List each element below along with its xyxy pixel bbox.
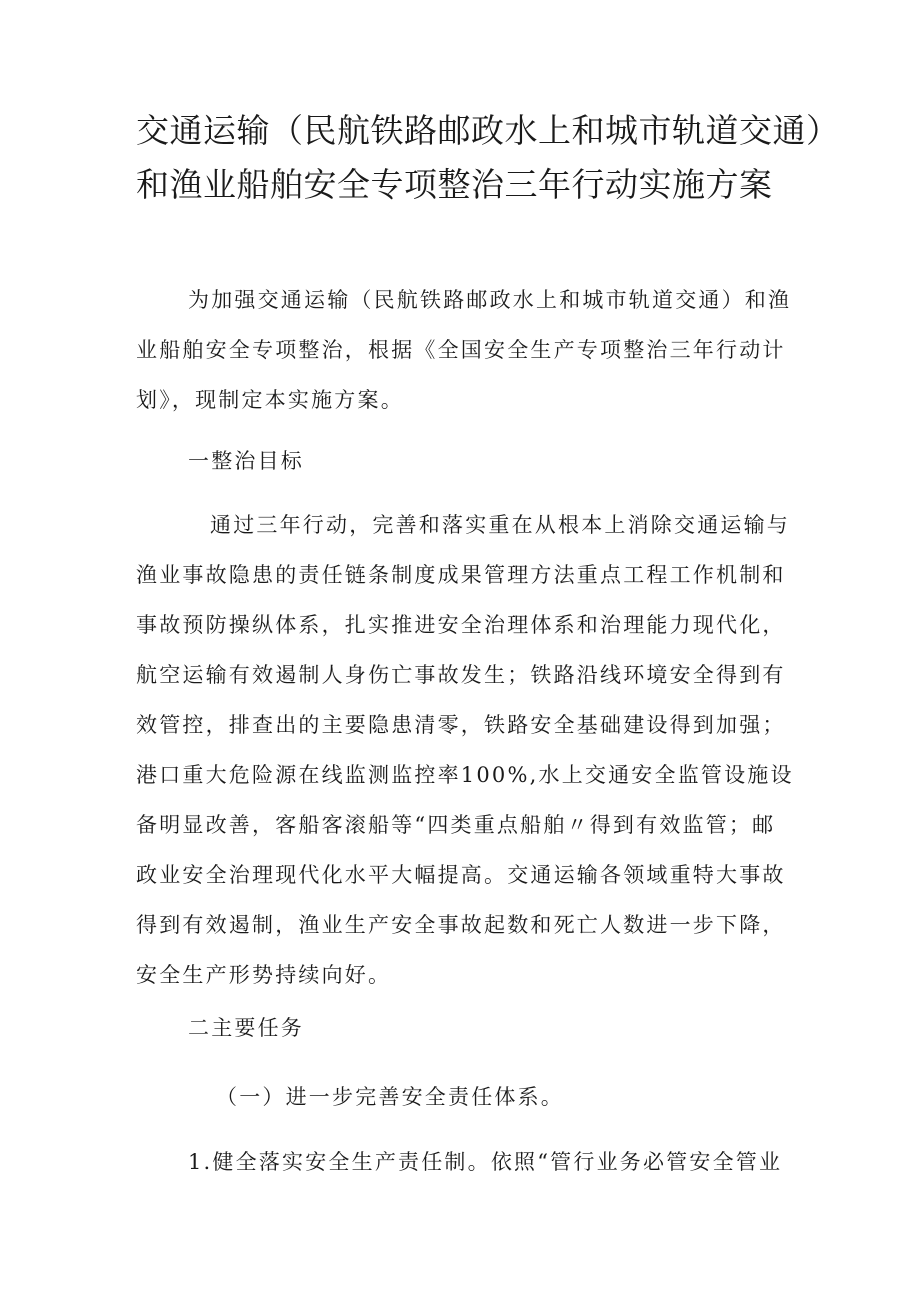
section1-line: 渔业事故隐患的责任链条制度成果管理方法重点工程工作机制和 [136,563,786,587]
section1-heading-block [136,436,796,486]
document-title [136,104,840,212]
title-line-2: 和渔业船舶安全专项整治三年行动实施方案 [136,165,773,204]
section1-line: 安全生产形势持续向好。 [136,963,392,987]
section1-heading: 一整治目标 [188,449,304,473]
intro-line: 业船舶安全专项整治，根据《全国安全生产专项整治三年行动计 [136,338,786,362]
section1-line: 备明显改善，客船客滚船等“四类重点船舶〃得到有效监管；邮 [136,813,776,837]
section1-line: 政业安全治理现代化水平大幅提高。交通运输各领域重特大事故 [136,863,786,887]
section1-paragraph [136,500,796,1000]
title-line-1: 交通运输（民航铁路邮政水上和城市轨道交通） [136,111,840,150]
section2-subheading-block [136,1072,796,1122]
section1-line: 事故预防操纵体系，扎实推进安全治理体系和治理能力现代化， [136,613,786,637]
section2-subheading: （一）进一步完善安全责任体系。 [216,1085,564,1109]
intro-line: 为加强交通运输（民航铁路邮政水上和城市轨道交通）和渔 [188,288,792,312]
section1-line: 航空运输有效遏制人身伤亡事故发生；铁路沿线环境安全得到有 [136,663,786,687]
section2-heading: 二主要任务 [188,1016,304,1040]
intro-paragraph [136,275,796,425]
section2-heading-block [136,1003,796,1053]
section1-line: 通过三年行动，完善和落实重在从根本上消除交通运输与 [210,513,790,537]
section2-item1: 1.健全落实安全生产责任制。依照“管行业务必管安全管业 [188,1150,783,1174]
section1-line: 港口重大危险源在线监测监控率100%,水上交通安全监管设施设 [136,763,794,787]
section1-line: 得到有效遏制，渔业生产安全事故起数和死亡人数进一步下降， [136,913,786,937]
section1-line: 效管控，排查出的主要隐患清零，铁路安全基础建设得到加强； [136,713,786,737]
section2-item1-block [136,1137,796,1187]
intro-line: 划》，现制定本实施方案。 [136,388,404,412]
